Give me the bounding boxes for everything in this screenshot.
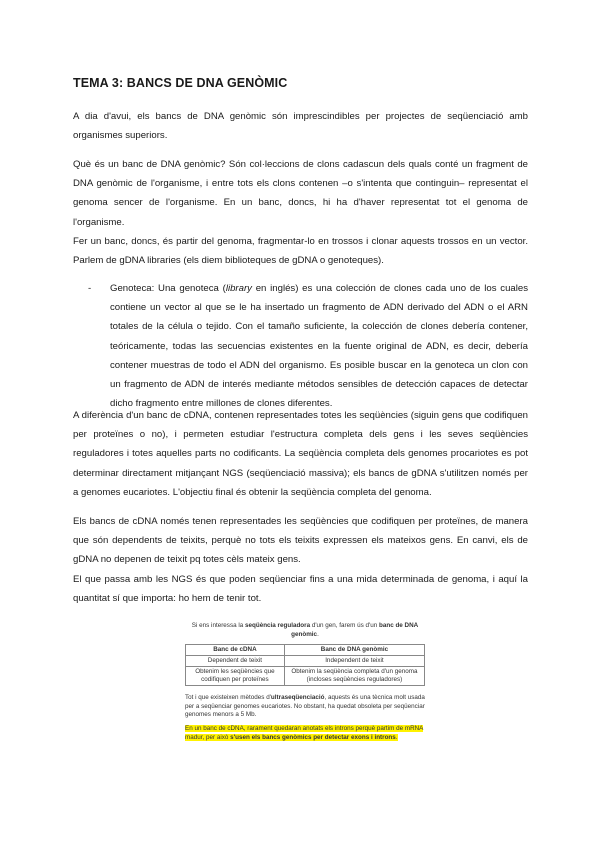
highlight-bold: s'usen els bancs genòmics per detectar exons i introns	[230, 733, 396, 741]
note-bold: ultraseqüenciació	[270, 694, 325, 702]
comparison-table	[185, 644, 425, 686]
table-header-cell: Banc de cDNA	[186, 645, 285, 656]
figure-highlight	[185, 725, 425, 742]
note-text: Tot i que existeixen mètodes d'	[185, 694, 271, 702]
bullet-text-italic: library	[225, 283, 252, 294]
table-row	[186, 656, 425, 667]
caption-bold: seqüència reguladora	[245, 622, 311, 629]
highlighted-text	[185, 725, 423, 740]
paragraph-cdna-difference: A diferència d'un banc de cDNA, contenen representades totes les seqüències (siguin gens que codifiquen per proteïnes o no), i permeten estudiar l'estructura completa dels gens i les seves seqüències reguladores i totes aquelles parts no codificants. La seqüència completa dels genomes procariotes es pot determinar directament mitjançant NGS (seqüenciació massiva); els bancs de gDNA s'utilitzen només per a genomes eucariotes. L'objectiu final és obtenir la seqüència completa del genoma.	[73, 410, 528, 498]
bullet-text-after: en inglés) es una colección de clones cada uno de los cuales contiene un vector al que se le ha insertado un fragmento de ADN derivado del ADN o el ARN totales de la célula o tejido. Con el tamaño suficiente, la colección de clones debería contener, teóricamente, todas las secuencias existentes en la fuente original de ADN, es decir, debería contener muestras de todo el ADN del organismo. Es posible buscar en la genoteca un clon con un fragmento de ADN de interés mediante métodos sensibles de detección capaces de detectar dicho fragmento entre millones de clones diferentes.	[110, 283, 528, 410]
embedded-figure	[185, 622, 425, 742]
page-title: TEMA 3: BANCS DE DNA GENÒMIC	[73, 76, 288, 90]
note-text: , aquests és una tècnica molt usada per a seqüenciar genomes eucariotes. No obstant, ha quedat obsoleta per seqüenciar genomes menors a 5 Mb.	[185, 694, 425, 718]
table-cell: Obtenim la seqüència completa d'un genoma (incloses seqüències reguladores)	[284, 667, 424, 686]
caption-text: .	[317, 630, 319, 638]
table-cell: Independent de teixit	[284, 656, 424, 667]
figure-caption	[185, 622, 425, 639]
paragraph-intro: A dia d'avui, els bancs de DNA genòmic són imprescindibles per projectes de seqüenciació amb organismes superiors.	[73, 111, 528, 142]
table-cell: Obtenim les seqüències que codifiquen per proteïnes	[186, 667, 285, 686]
table-row	[186, 667, 425, 686]
caption-text: d'un gen, farem ús d'un	[310, 622, 380, 629]
caption-text: Si ens interessa la	[191, 622, 245, 629]
caption-bold: banc de DNA genòmic	[291, 622, 419, 638]
highlight-text: .	[395, 733, 398, 741]
table-cell: Dependent de teixit	[186, 656, 285, 667]
bullet-text	[110, 279, 528, 413]
paragraph-cdna-tissue: Els bancs de cDNA només tenen representades les seqüències que codifiquen per proteïnes, de manera que són dependents de teixits, perquè no tots els teixits expressen els mateixos gens. En canvi, els de gDNA no depenen de teixit pq totes cèls mateix gens.	[73, 516, 528, 566]
table-header-cell: Banc de DNA genòmic	[284, 645, 424, 656]
bullet-text-before: Genoteca: Una genoteca (	[110, 283, 226, 294]
table-header-row	[186, 645, 425, 656]
highlight-text: En un banc de cDNA, rarament quedaran anotats els introns perquè partim de mRNA madur, per això	[185, 725, 424, 741]
paragraph-definition: Què és un banc de DNA genòmic? Són col·leccions de clons cadascun dels quals conté un fragment de DNA genòmic de l'organisme, i entre tots els clons contenen –o s'intenta que continguin– representat el genoma sencer de l'organisme. En un banc, doncs, hi ha d'haver representat tot el genoma de l'organisme.	[73, 159, 528, 228]
paragraph-ngs: El que passa amb les NGS és que poden seqüenciar fins a una mida determinada de genoma, i aquí la quantitat sí que importa: ho hem de tenir tot.	[73, 574, 528, 605]
bullet-dash: -	[88, 283, 92, 294]
paragraph-libraries: Fer un banc, doncs, és partir del genoma, fragmentar-lo en trossos i clonar aquests trossos en un vector. Parlem de gDNA libraries (els diem biblioteques de gDNA o genoteques).	[73, 236, 528, 267]
figure-note	[185, 694, 425, 719]
